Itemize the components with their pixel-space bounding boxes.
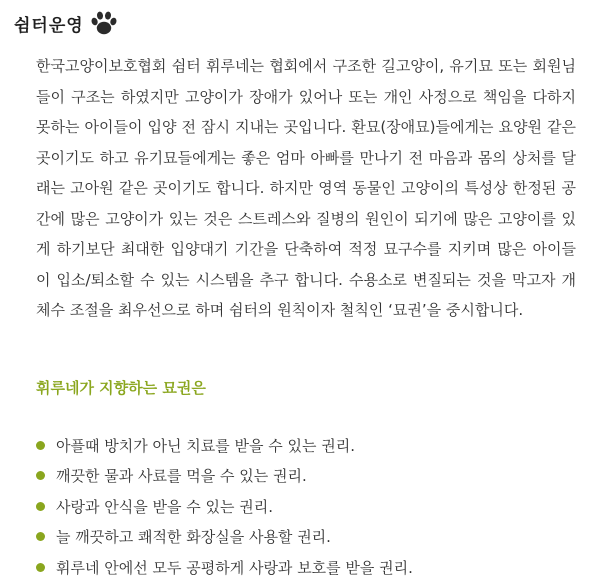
list-item (36, 430, 413, 461)
list-item (36, 552, 413, 583)
list-item-text: 사랑과 안식을 받을 수 있는 권리. (56, 497, 273, 516)
bullet-icon (36, 532, 45, 541)
list-item (36, 491, 413, 522)
paw-icon (90, 10, 118, 36)
page-title: 쉼터운영 (14, 15, 84, 36)
bullet-icon (36, 471, 45, 480)
rights-heading: 휘루네가 지향하는 묘권은 (36, 379, 206, 397)
list-item-text: 아플때 방치가 아닌 치료를 받을 수 있는 권리. (56, 436, 355, 455)
rights-list (36, 430, 413, 583)
list-item (36, 522, 413, 553)
intro-paragraph: 한국고양이보호협회 쉼터 휘루네는 협회에서 구조한 길고양이, 유기묘 또는 회원님들이 구조는 하였지만 고양이가 장애가 있어나 또는 개인 사정으로 책임을 다하지 못하는 아이들이 입양 전 잠시 지내는 곳입니다. 환묘(장애묘)들에게는 요양원 같은 곳이기도 하고 유기묘들에게는 좋은 엄마 아빠를 만나기 전 마음과 몸의 상처를 달래는 고아원 같은 곳이기도 합니다. 하지만 영역 동물인 고양이의 특성상 한정된 공간에 많은 고양이가 있는 것은 스트레스와 질병의 원인이 되기에 많은 고양이를 있게 하기보단 최대한 입양대기 기간을 단축하여 적정 묘구수를 지키며 많은 아이들이 입소/퇴소할 수 있는 시스템을 추구 합니다. 수용소로 변질되는 것을 막고자 개체수 조절을 최우선으로 하며 쉼터의 원칙이자 철칙인 ‘묘권’을 중시합니다. (36, 57, 576, 319)
bullet-icon (36, 563, 45, 572)
list-item-text: 늘 깨끗하고 쾌적한 화장실을 사용할 권리. (56, 528, 331, 547)
page-header (14, 8, 118, 38)
list-item-text: 깨끗한 물과 사료를 먹을 수 있는 권리. (56, 467, 307, 486)
list-item-text: 휘루네 안에선 모두 공평하게 사랑과 보호를 받을 권리. (56, 558, 413, 577)
bullet-icon (36, 502, 45, 511)
list-item (36, 461, 413, 492)
bullet-icon (36, 441, 45, 450)
